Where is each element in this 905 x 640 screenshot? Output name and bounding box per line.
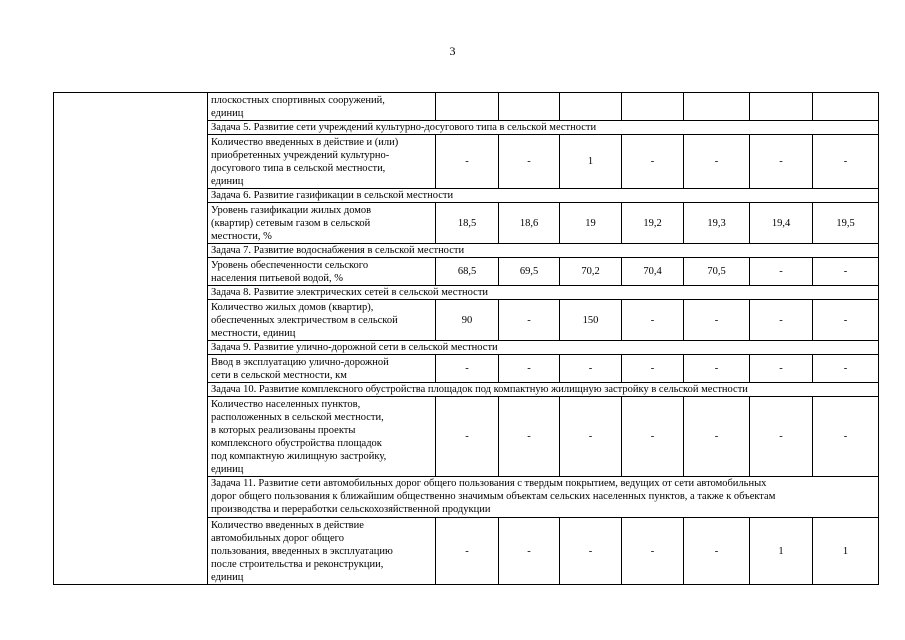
value-cell: 68,5 bbox=[436, 258, 499, 286]
indicators-table bbox=[53, 92, 879, 585]
value-cell: - bbox=[622, 355, 684, 383]
value-cell: - bbox=[622, 518, 684, 585]
value-cell: - bbox=[499, 355, 560, 383]
value-cell bbox=[436, 93, 499, 121]
value-cell: - bbox=[684, 300, 750, 341]
task-heading: Задача 7. Развитие водоснабжения в сельской местности bbox=[208, 244, 879, 258]
value-cell: 18,6 bbox=[499, 203, 560, 244]
value-cell: - bbox=[436, 135, 499, 189]
value-cell: 1 bbox=[750, 518, 813, 585]
value-cell: - bbox=[684, 518, 750, 585]
indicator-name: Уровень газификации жилых домов (квартир) сетевым газом в сельской местности, % bbox=[208, 203, 436, 244]
value-cell: 1 bbox=[560, 135, 622, 189]
indicator-name: Количество населенных пунктов, расположенных в сельской местности, в которых реализованы проекты комплексного обустройства площадок под компактную жилищную застройку, единиц bbox=[208, 397, 436, 477]
indicator-name: Количество жилых домов (квартир), обеспеченных электричеством в сельской местности, единиц bbox=[208, 300, 436, 341]
value-cell: - bbox=[622, 300, 684, 341]
value-cell: - bbox=[436, 518, 499, 585]
value-cell: - bbox=[560, 397, 622, 477]
task-heading: Задача 11. Развитие сети автомобильных дорог общего пользования с твердым покрытием, ведущих от сети автомобильных дорог общего пользования к ближайшим общественно значимым объектам сельских населенных пунктов, а также к объектам производства и переработки сельскохозяйственной продукции bbox=[208, 477, 879, 518]
indicator-name: Количество введенных в действие автомобильных дорог общего пользования, введенных в эксплуатацию после строительства и реконструкции, единиц bbox=[208, 518, 436, 585]
value-cell: 70,5 bbox=[684, 258, 750, 286]
value-cell bbox=[560, 93, 622, 121]
value-cell: - bbox=[622, 397, 684, 477]
value-cell: - bbox=[813, 300, 879, 341]
task-heading: Задача 9. Развитие улично-дорожной сети в сельской местности bbox=[208, 341, 879, 355]
value-cell: 1 bbox=[813, 518, 879, 585]
table-row bbox=[54, 93, 879, 121]
value-cell: - bbox=[560, 518, 622, 585]
value-cell: 19,2 bbox=[622, 203, 684, 244]
value-cell: - bbox=[499, 135, 560, 189]
value-cell bbox=[750, 93, 813, 121]
value-cell: - bbox=[436, 355, 499, 383]
task-heading: Задача 8. Развитие электрических сетей в сельской местности bbox=[208, 286, 879, 300]
value-cell: 19,5 bbox=[813, 203, 879, 244]
page-number: 3 bbox=[449, 44, 456, 58]
task-heading: Задача 5. Развитие сети учреждений культурно-досугового типа в сельской местности bbox=[208, 121, 879, 135]
value-cell: - bbox=[684, 355, 750, 383]
task-heading: Задача 6. Развитие газификации в сельской местности bbox=[208, 189, 879, 203]
value-cell: - bbox=[684, 135, 750, 189]
table-body bbox=[54, 93, 879, 585]
task-heading: Задача 10. Развитие комплексного обустройства площадок под компактную жилищную застройку в сельской местности bbox=[208, 383, 879, 397]
value-cell: - bbox=[499, 518, 560, 585]
value-cell: - bbox=[750, 258, 813, 286]
value-cell: - bbox=[499, 397, 560, 477]
indicator-name: Количество введенных в действие и (или) приобретенных учреждений культурно- досугового типа в сельской местности, единиц bbox=[208, 135, 436, 189]
value-cell: - bbox=[750, 397, 813, 477]
value-cell: 70,2 bbox=[560, 258, 622, 286]
value-cell: 90 bbox=[436, 300, 499, 341]
indicator-name: Ввод в эксплуатацию улично-дорожной сети в сельской местности, км bbox=[208, 355, 436, 383]
value-cell: - bbox=[813, 397, 879, 477]
value-cell: 18,5 bbox=[436, 203, 499, 244]
value-cell: - bbox=[750, 300, 813, 341]
value-cell: - bbox=[684, 397, 750, 477]
value-cell: 70,4 bbox=[622, 258, 684, 286]
value-cell: - bbox=[622, 135, 684, 189]
value-cell: - bbox=[813, 135, 879, 189]
left-empty-column bbox=[54, 93, 208, 585]
value-cell bbox=[684, 93, 750, 121]
value-cell: - bbox=[750, 355, 813, 383]
value-cell bbox=[813, 93, 879, 121]
value-cell bbox=[622, 93, 684, 121]
value-cell: 19,3 bbox=[684, 203, 750, 244]
value-cell: 19,4 bbox=[750, 203, 813, 244]
value-cell: 69,5 bbox=[499, 258, 560, 286]
value-cell: 19 bbox=[560, 203, 622, 244]
value-cell: - bbox=[813, 355, 879, 383]
value-cell: - bbox=[560, 355, 622, 383]
indicator-name: плоскостных спортивных сооружений, единиц bbox=[208, 93, 436, 121]
value-cell: - bbox=[813, 258, 879, 286]
value-cell: - bbox=[499, 300, 560, 341]
value-cell: - bbox=[750, 135, 813, 189]
value-cell bbox=[499, 93, 560, 121]
indicator-name: Уровень обеспеченности сельского населения питьевой водой, % bbox=[208, 258, 436, 286]
value-cell: 150 bbox=[560, 300, 622, 341]
value-cell: - bbox=[436, 397, 499, 477]
